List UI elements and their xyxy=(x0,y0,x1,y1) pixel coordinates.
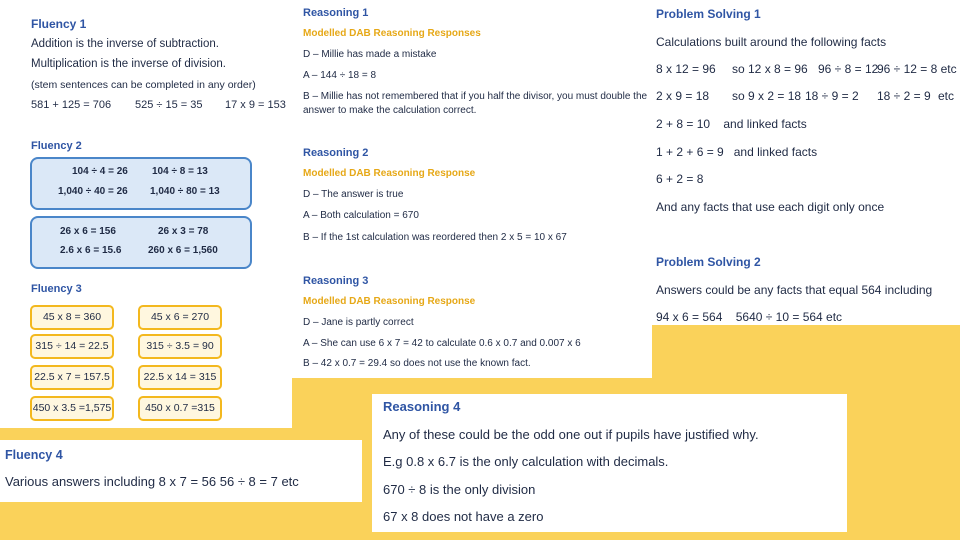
ps1-row2-c: 18 ÷ 9 = 2 xyxy=(805,89,859,103)
fluency3-box: 45 x 6 = 270 xyxy=(138,305,222,330)
fluency1-line-1: Addition is the inverse of subtraction. xyxy=(31,38,219,50)
reasoning4-panel xyxy=(372,394,847,532)
reasoning2-b: B – If the 1st calculation was reordered then 2 x 5 = 10 x 67 xyxy=(303,232,567,243)
fluency3-box: 450 x 0.7 =315 xyxy=(138,396,222,421)
reasoning2-subtitle: Modelled DAB Reasoning Response xyxy=(303,168,476,179)
fluency1-line-3: (stem sentences can be completed in any order) xyxy=(31,79,256,91)
fluency1-calc-1: 581 + 125 = 706 xyxy=(31,99,112,111)
reasoning3-a: A – She can use 6 x 7 = 42 to calculate 0.6 x 0.7 and 0.007 x 6 xyxy=(303,338,581,349)
fluency2-cell: 2.6 x 6 = 15.6 xyxy=(60,245,122,256)
fluency2-cell: 1,040 ÷ 80 = 13 xyxy=(150,186,220,197)
fluency3-box: 450 x 3.5 =1,575 xyxy=(30,396,114,421)
fluency2-cell: 104 ÷ 4 = 26 xyxy=(72,166,128,177)
reasoning4-title: Reasoning 4 xyxy=(383,399,461,414)
reasoning1-title: Reasoning 1 xyxy=(303,7,369,19)
fluency2-cell: 26 x 6 = 156 xyxy=(60,226,116,237)
reasoning2-title: Reasoning 2 xyxy=(303,147,369,159)
reasoning4-line-3: 670 ÷ 8 is the only division xyxy=(383,482,536,497)
fluency3-box: 45 x 8 = 360 xyxy=(30,305,114,330)
reasoning1-b1: B – Millie has not remembered that if you half the divisor, you must double the xyxy=(303,91,648,102)
reasoning1-d: D – Millie has made a mistake xyxy=(303,49,437,60)
reasoning2-a: A – Both calculation = 670 xyxy=(303,210,419,221)
fluency2-title: Fluency 2 xyxy=(31,140,82,152)
reasoning1-subtitle: Modelled DAB Reasoning Responses xyxy=(303,28,481,39)
ps2-line: 94 x 6 = 564 5640 ÷ 10 = 564 etc xyxy=(656,310,843,324)
fluency1-calc-2: 525 ÷ 15 = 35 xyxy=(135,99,203,111)
reasoning-panel xyxy=(292,0,652,378)
ps1-row2-b: so 9 x 2 = 18 xyxy=(732,89,802,103)
fluency3-title: Fluency 3 xyxy=(31,283,82,295)
ps2-intro: Answers could be any facts that equal 564 including xyxy=(656,283,933,297)
reasoning3-title: Reasoning 3 xyxy=(303,275,369,287)
fluency1-line-2: Multiplication is the inverse of division. xyxy=(31,58,226,70)
fluency2-cell: 26 x 3 = 78 xyxy=(158,226,209,237)
ps1-title: Problem Solving 1 xyxy=(656,7,761,21)
ps1-row2-e: etc xyxy=(938,89,955,103)
reasoning2-d: D – The answer is true xyxy=(303,189,404,200)
ps2-title: Problem Solving 2 xyxy=(656,255,761,269)
reasoning4-line-1: Any of these could be the odd one out if pupils have justified why. xyxy=(383,427,759,442)
ps1-row2-a: 2 x 9 = 18 xyxy=(656,89,710,103)
reasoning4-line-4: 67 x 8 does not have a zero xyxy=(383,509,544,524)
fluency4-title: Fluency 4 xyxy=(5,448,63,462)
fluency4-text: Various answers including 8 x 7 = 56 56 ÷ 8 = 7 etc xyxy=(5,474,299,489)
fluency2-cell: 104 ÷ 8 = 13 xyxy=(152,166,208,177)
fluency3-box: 22.5 x 14 = 315 xyxy=(138,365,222,390)
ps1-row3: 2 + 8 = 10 and linked facts xyxy=(656,117,807,131)
fluency2-cell: 260 x 6 = 1,560 xyxy=(148,245,218,256)
ps1-row6: And any facts that use each digit only once xyxy=(656,200,885,214)
ps1-row1-b: so 12 x 8 = 96 xyxy=(732,62,808,76)
fluency4-panel xyxy=(0,440,362,502)
fluency2-box-division xyxy=(30,157,252,210)
reasoning1-b2: answer to make the calculation correct. xyxy=(303,105,477,116)
ps1-row1-a: 8 x 12 = 96 xyxy=(656,62,716,76)
reasoning3-d: D – Jane is partly correct xyxy=(303,317,414,328)
fluency1-calc-3: 17 x 9 = 153 xyxy=(225,99,286,111)
ps1-row1-d: 96 ÷ 12 = 8 etc xyxy=(877,62,957,76)
reasoning1-a: A – 144 ÷ 18 = 8 xyxy=(303,70,377,81)
ps1-row1-c: 96 ÷ 8 = 12 xyxy=(818,62,879,76)
reasoning4-line-2: E.g 0.8 x 6.7 is the only calculation with decimals. xyxy=(383,454,669,469)
fluency3-box: 315 ÷ 3.5 = 90 xyxy=(138,334,222,359)
fluency2-box-multiplication xyxy=(30,216,252,269)
problem-solving-panel xyxy=(652,0,960,325)
reasoning3-subtitle: Modelled DAB Reasoning Response xyxy=(303,296,476,307)
ps1-row2-d: 18 ÷ 2 = 9 xyxy=(877,89,931,103)
fluency3-box: 315 ÷ 14 = 22.5 xyxy=(30,334,114,359)
fluency-panel xyxy=(0,0,292,428)
fluency1-title: Fluency 1 xyxy=(31,17,87,31)
fluency3-box: 22.5 x 7 = 157.5 xyxy=(30,365,114,390)
ps1-row5: 6 + 2 = 8 xyxy=(656,172,704,186)
ps1-intro: Calculations built around the following facts xyxy=(656,35,887,49)
reasoning3-b: B – 42 x 0.7 = 29.4 so does not use the known fact. xyxy=(303,358,531,369)
fluency2-cell: 1,040 ÷ 40 = 26 xyxy=(58,186,128,197)
ps1-row4: 1 + 2 + 6 = 9 and linked facts xyxy=(656,145,818,159)
